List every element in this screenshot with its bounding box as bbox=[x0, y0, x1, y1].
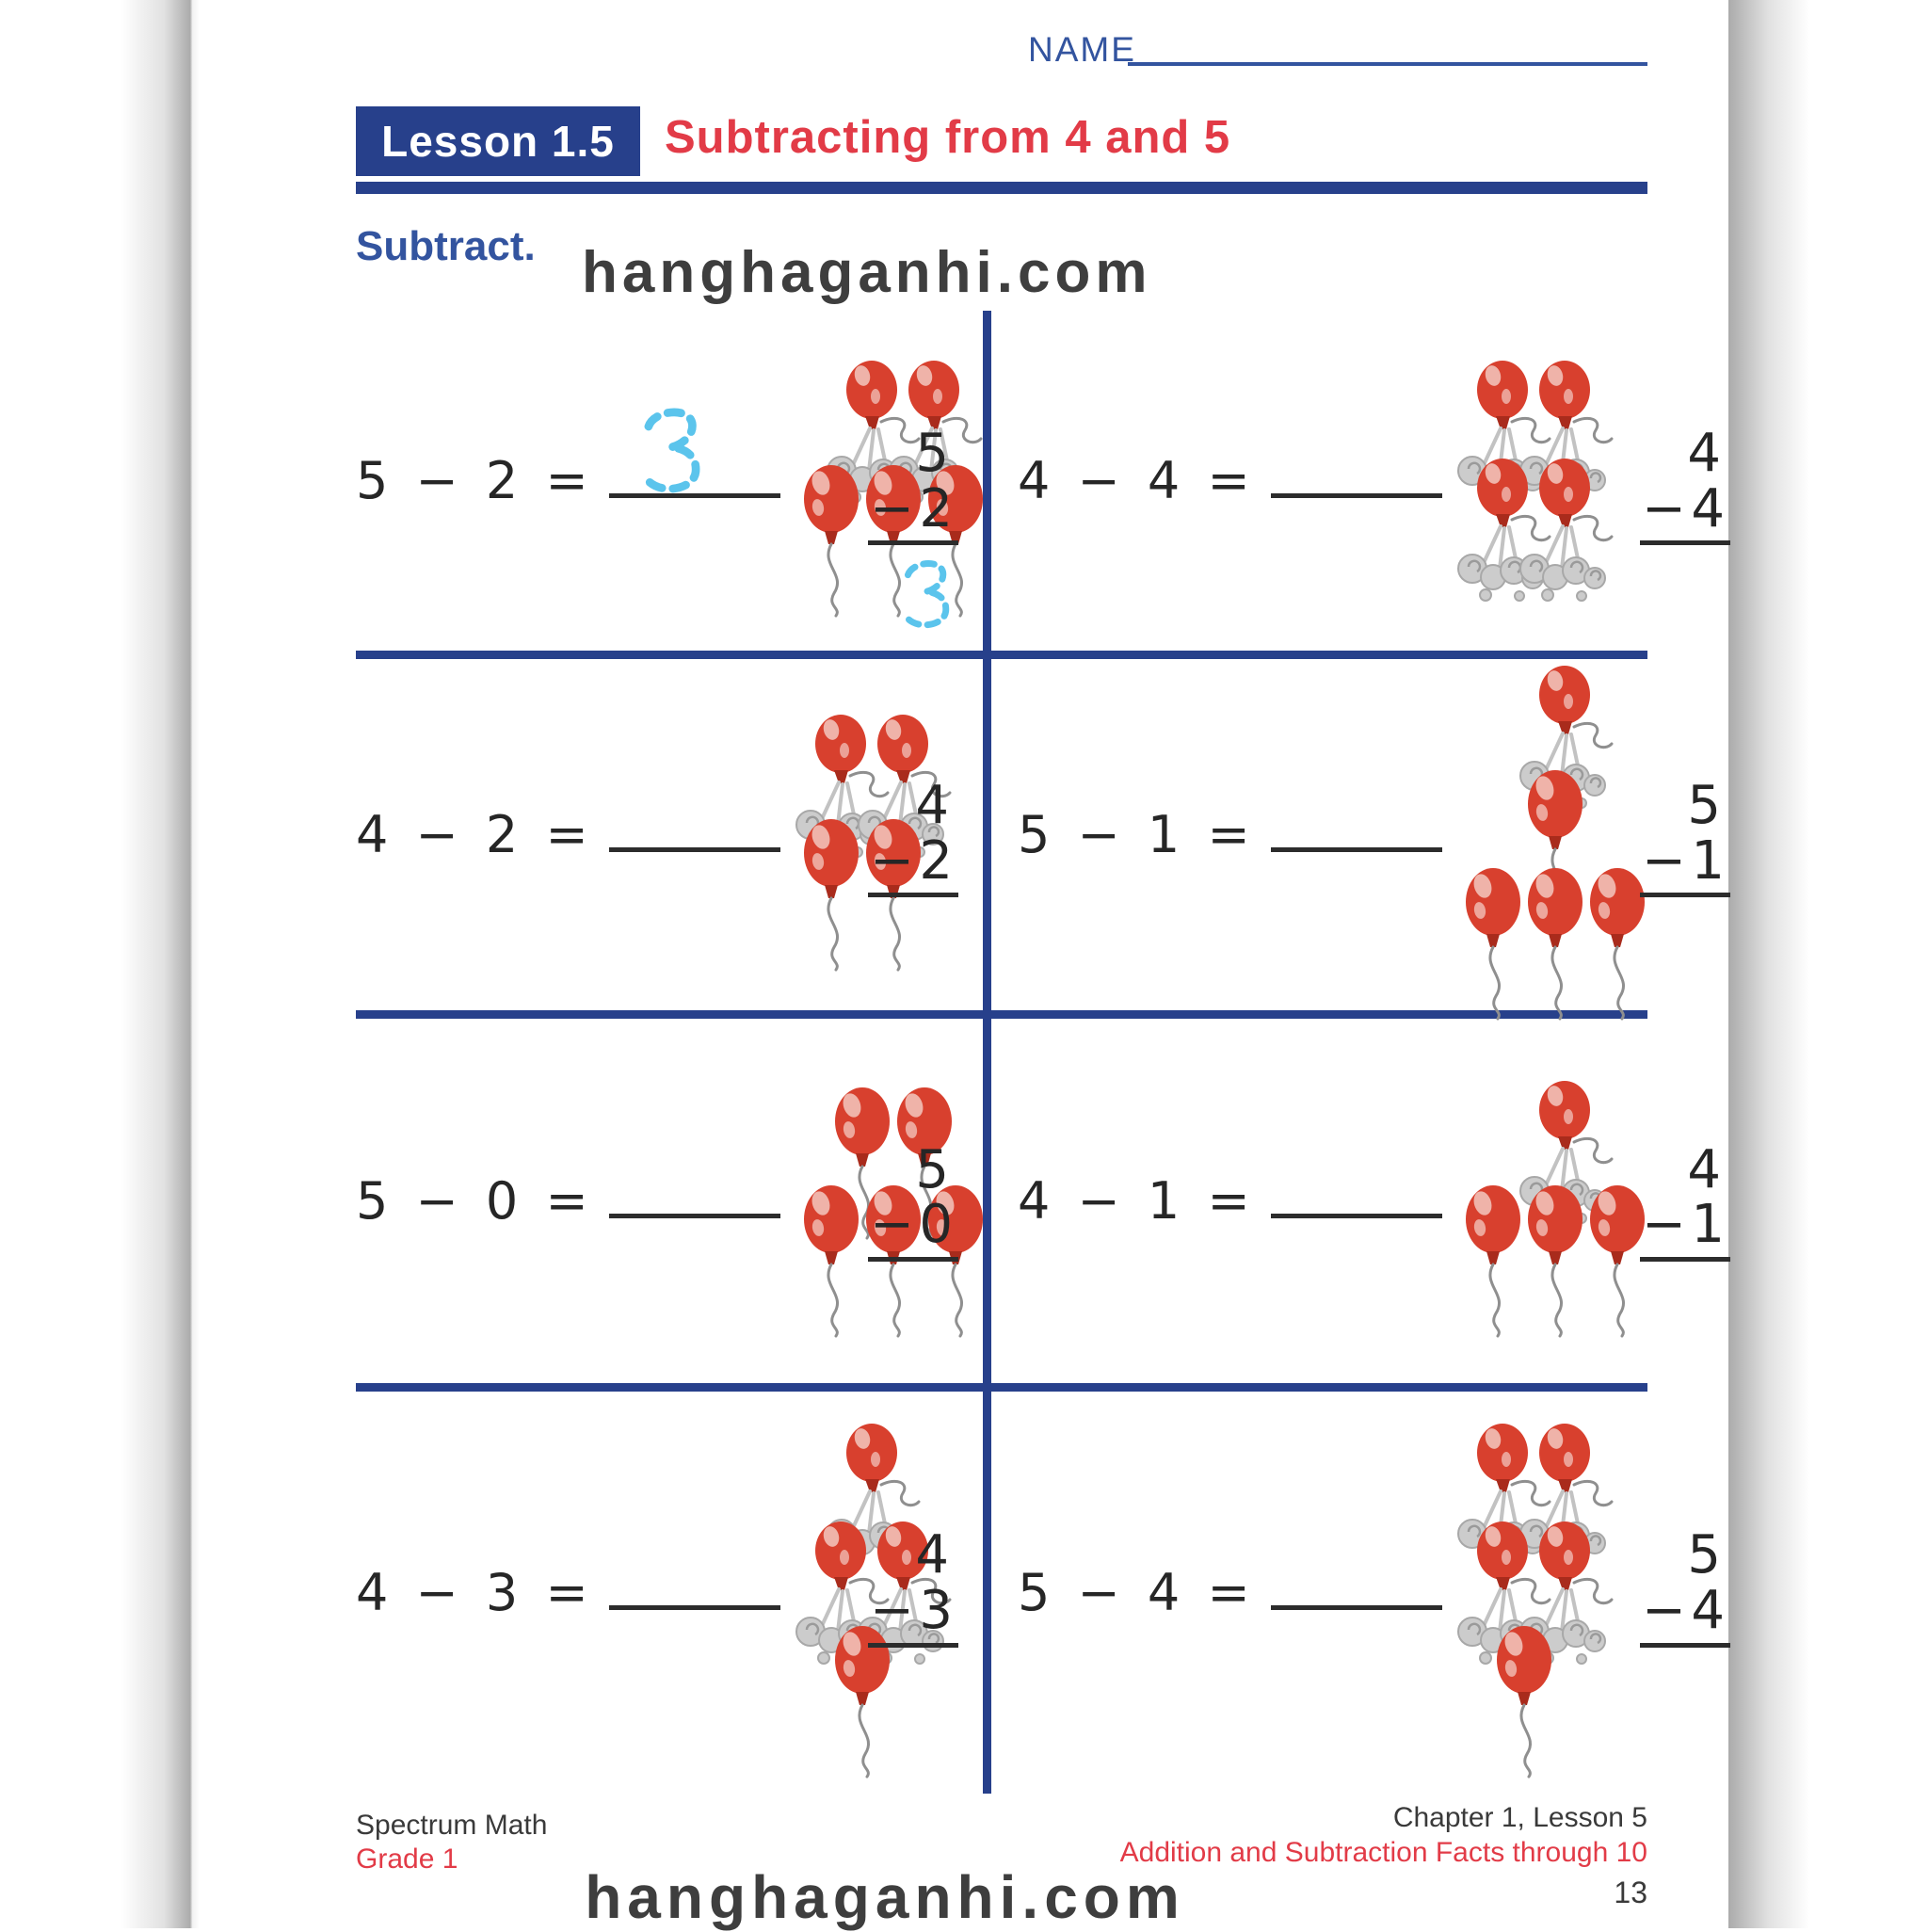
vertical-subtrahend bbox=[1640, 477, 1730, 546]
equation bbox=[1018, 451, 1442, 510]
vertical-subtrahend bbox=[868, 829, 958, 898]
vertical-problem bbox=[868, 422, 958, 636]
balloon-intact-icon bbox=[1590, 868, 1645, 1019]
vertical-subtrahend-digit: 1 bbox=[1691, 1194, 1725, 1256]
balloon-intact-icon bbox=[1528, 1185, 1583, 1336]
minus-sign: − bbox=[870, 1579, 914, 1641]
answer-blank bbox=[1271, 1564, 1442, 1610]
minus-sign: − bbox=[1642, 1194, 1686, 1256]
vertical-minuend: 4 bbox=[915, 1524, 949, 1586]
vertical-subtrahend bbox=[868, 1579, 958, 1648]
vertical-minuend: 4 bbox=[1687, 422, 1721, 484]
vertical-subtrahend-digit: 2 bbox=[919, 477, 953, 539]
instruction-text: Subtract. bbox=[356, 223, 536, 269]
vertical-subtrahend bbox=[1640, 1194, 1730, 1262]
balloon-cluster bbox=[1444, 1423, 1595, 1777]
vertical-problem bbox=[868, 774, 958, 898]
watermark-bottom: hanghaganhi.com bbox=[585, 1863, 1185, 1931]
equation-text: 5 − 1 = bbox=[1018, 805, 1250, 864]
balloon-cluster bbox=[1444, 665, 1657, 1019]
balloon-intact-icon bbox=[1466, 1185, 1520, 1336]
lesson-badge: Lesson 1.5 bbox=[356, 106, 640, 176]
vertical-subtrahend-digit: 2 bbox=[919, 829, 953, 892]
equation bbox=[1018, 1563, 1442, 1622]
balloon-intact-icon bbox=[835, 1626, 890, 1777]
lesson-title: Subtracting from 4 and 5 bbox=[665, 112, 1231, 163]
answer-blank bbox=[609, 452, 780, 498]
balloon-intact-icon bbox=[1497, 1626, 1551, 1777]
footer-series: Spectrum Math bbox=[356, 1810, 548, 1841]
vertical-subtrahend-digit: 3 bbox=[919, 1579, 953, 1641]
footer-page-number: 13 bbox=[1614, 1876, 1647, 1909]
vertical-subtrahend-digit: 1 bbox=[1691, 829, 1725, 892]
problem-cell bbox=[356, 1392, 991, 1794]
watermark-top: hanghaganhi.com bbox=[582, 240, 1152, 305]
equation-text: 5 − 2 = bbox=[356, 451, 588, 510]
vertical-subtrahend-digit: 4 bbox=[1691, 1579, 1725, 1641]
vertical-subtrahend-digit: 4 bbox=[1691, 477, 1725, 539]
equation-text: 4 − 4 = bbox=[1018, 451, 1250, 510]
balloon-intact-icon bbox=[1466, 868, 1520, 1019]
balloon-intact-icon bbox=[1528, 868, 1583, 1019]
balloon-cluster bbox=[1444, 360, 1595, 616]
minus-sign: − bbox=[870, 1194, 914, 1256]
minus-sign: − bbox=[870, 477, 914, 539]
balloon-intact-icon bbox=[804, 1185, 859, 1336]
vertical-minuend: 5 bbox=[915, 422, 949, 484]
vertical-problem bbox=[1640, 422, 1730, 546]
equation-text: 5 − 4 = bbox=[1018, 1563, 1250, 1622]
vertical-subtrahend bbox=[1640, 829, 1730, 898]
vertical-minuend: 4 bbox=[1687, 1138, 1721, 1200]
footer-chapter: Chapter 1, Lesson 5 bbox=[1392, 1802, 1647, 1833]
vertical-problem bbox=[868, 1138, 958, 1263]
problem-cell bbox=[991, 311, 1725, 659]
vertical-minuend: 4 bbox=[915, 774, 949, 836]
name-label: NAME bbox=[1028, 30, 1136, 69]
answer-blank bbox=[1271, 1172, 1442, 1218]
vertical-minuend: 5 bbox=[915, 1138, 949, 1200]
balloon-intact-icon bbox=[804, 465, 859, 616]
minus-sign: − bbox=[1642, 1579, 1686, 1641]
problem-cell bbox=[356, 311, 991, 659]
equation bbox=[356, 805, 780, 864]
footer-grade: Grade 1 bbox=[356, 1843, 458, 1875]
traced-answer bbox=[634, 401, 707, 501]
equation bbox=[356, 451, 780, 510]
balloon-intact-icon bbox=[804, 819, 859, 970]
vertical-minuend: 5 bbox=[1687, 1524, 1721, 1586]
name-blank-line bbox=[1128, 62, 1647, 66]
minus-sign: − bbox=[870, 829, 914, 892]
problem-cell bbox=[356, 1019, 991, 1392]
problem-cell bbox=[356, 659, 991, 1019]
problems-grid bbox=[356, 311, 1725, 1794]
equation bbox=[1018, 805, 1442, 864]
balloon-intact-icon bbox=[1590, 1185, 1645, 1336]
footer-chapter-subtitle: Addition and Subtraction Facts through 10 bbox=[1119, 1837, 1647, 1868]
problem-cell bbox=[991, 1019, 1725, 1392]
vertical-subtrahend-digit: 0 bbox=[919, 1194, 953, 1256]
answer-blank bbox=[1271, 452, 1442, 498]
vertical-subtrahend bbox=[1640, 1579, 1730, 1648]
problem-cell bbox=[991, 659, 1725, 1019]
equation-text: 4 − 3 = bbox=[356, 1563, 588, 1622]
vertical-problem bbox=[868, 1524, 958, 1648]
answer-blank bbox=[609, 806, 780, 852]
page-curl-shadow-left bbox=[120, 0, 200, 1928]
answer-blank bbox=[609, 1172, 780, 1218]
minus-sign: − bbox=[1642, 829, 1686, 892]
vertical-problem bbox=[1640, 774, 1730, 898]
equation-text: 5 − 0 = bbox=[356, 1171, 588, 1231]
answer-blank bbox=[609, 1564, 780, 1610]
vertical-problem bbox=[1640, 1138, 1730, 1263]
vertical-subtrahend bbox=[868, 477, 958, 546]
equation-text: 4 − 2 = bbox=[356, 805, 588, 864]
minus-sign: − bbox=[1642, 477, 1686, 539]
equation-text: 4 − 1 = bbox=[1018, 1171, 1250, 1231]
answer-blank bbox=[1271, 806, 1442, 852]
vertical-problem bbox=[1640, 1524, 1730, 1648]
vertical-subtrahend bbox=[868, 1194, 958, 1262]
equation bbox=[356, 1563, 780, 1622]
equation bbox=[356, 1171, 780, 1231]
balloon-cluster bbox=[1444, 1080, 1657, 1336]
header-rule bbox=[356, 182, 1647, 194]
equation bbox=[1018, 1171, 1442, 1231]
problem-cell bbox=[991, 1392, 1725, 1794]
vertical-minuend: 5 bbox=[1687, 774, 1721, 836]
page-curl-shadow-right bbox=[1728, 0, 1809, 1928]
traced-answer-vertical bbox=[896, 555, 955, 635]
